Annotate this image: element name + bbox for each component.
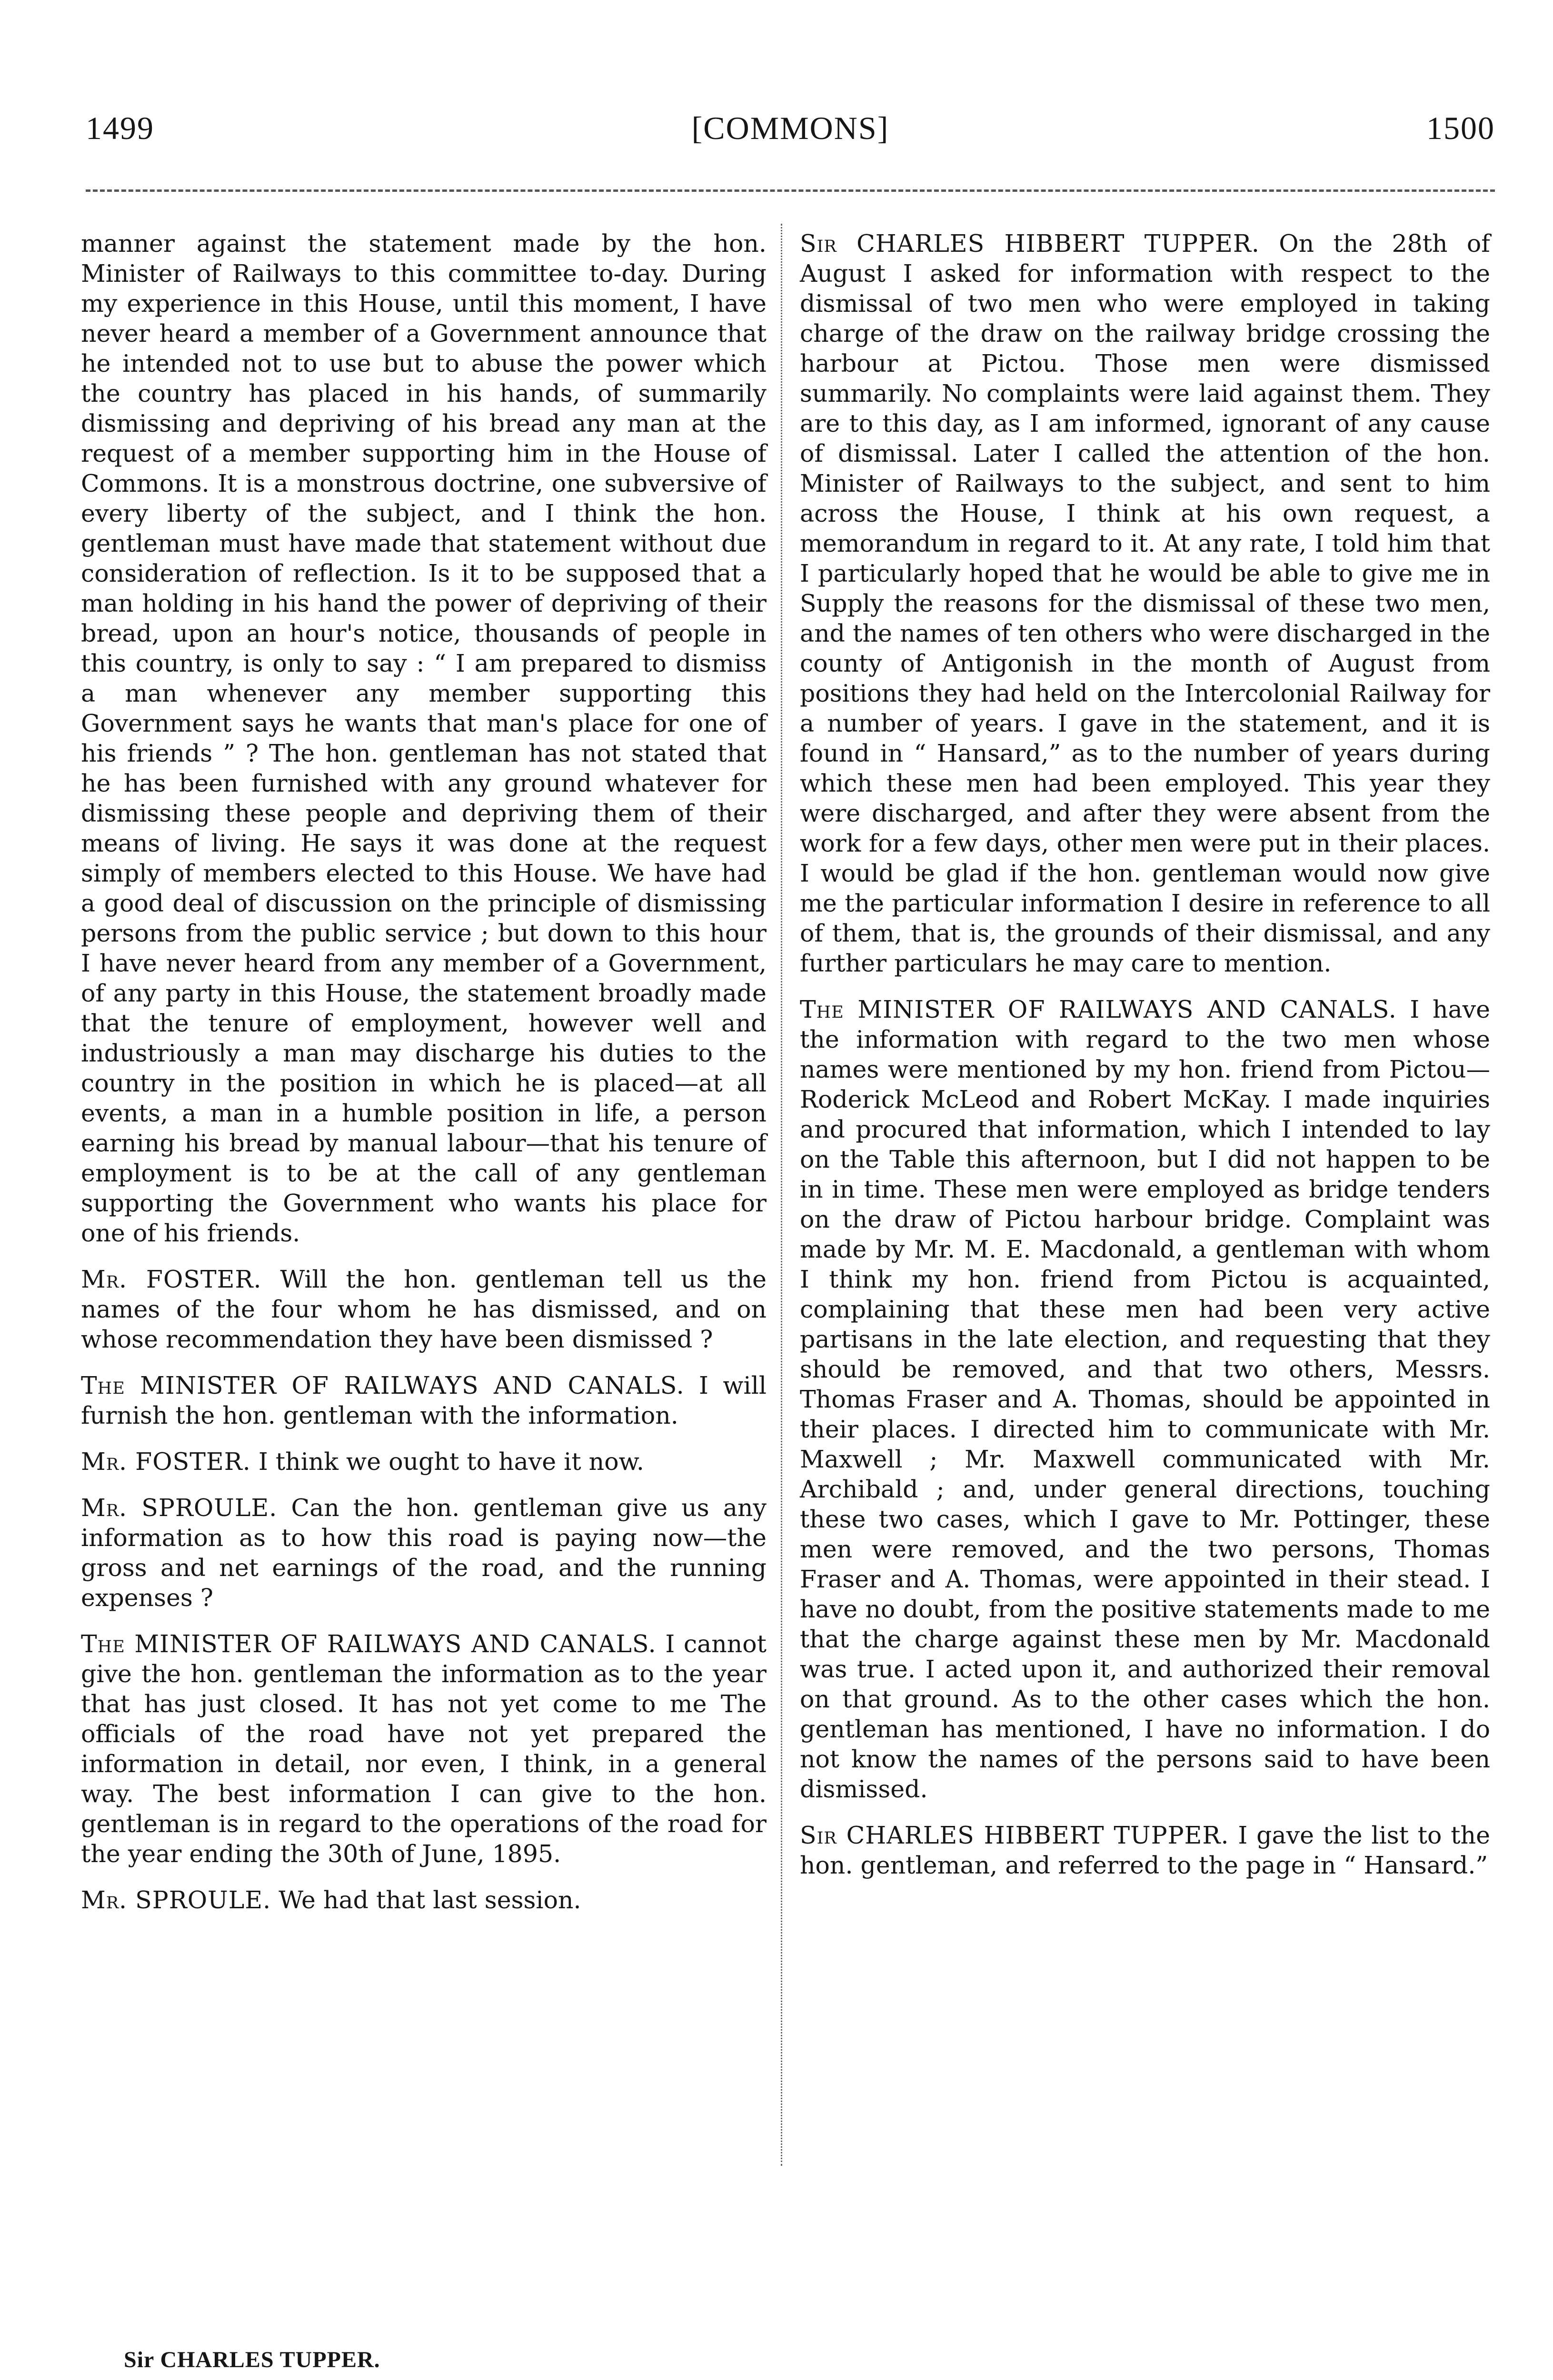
- page-title: [COMMONS]: [691, 110, 889, 146]
- paragraph: [800, 228, 1490, 978]
- paragraph-text: I cannot give the hon. gentleman the information as to the year that has just closed. It has not yet come to me The officials of the road have not yet prepared the information in detail, nor even, I think, in a general way. The best information I can give to the hon. gentleman is in regard to the operations of the road for the year ending the 30th of June, 1895.: [81, 1630, 767, 1868]
- speaker-name: The MINISTER OF RAILWAYS AND CANALS.: [800, 995, 1397, 1023]
- paragraph: [81, 1629, 767, 1869]
- speaker-name: Mr. SPROULE.: [81, 1886, 271, 1914]
- paragraph: [800, 994, 1490, 1804]
- paragraph-text: manner against the statement made by the hon. Minister of Railways to this committee to-day. During my experience in this House, until this moment, I have never heard a member of a Government announce that he intended not to use but to abuse the power which the country has placed in his hands, of summarily dismissing and depriving of his bread any man at the request of a member supporting him in the House of Commons. It is a monstrous doctrine, one subversive of every liberty of the subject, and I think the hon. gentleman must have made that statement without due consideration of reflection. Is it to be supposed that a man holding in his hand the power of depriving of their bread, upon an hour's notice, thousands of people in this country, is only to say : “ I am prepared to dismiss a man whenever any member supporting this Government says he wants that man's place for one of his friends ” ? The hon. gentleman has not stated that he has been furnished with any ground whatever for dismissing these people and depriving them of their means of living. He says it was done at the request simply of members elected to this House. We have had a good deal of discussion on the principle of dismissing persons from the public service ; but down to this hour I have never heard from any member of a Government, of any party in this House, the statement broadly made that the tenure of employment, however well and industriously a man may discharge his duties to the country in the position in which he is placed—at all events, a man in a humble position in life, a person earning his bread by manual labour—that his tenure of employment is to be at the call of any gentleman supporting the Government who wants his place for one of his friends.: [81, 229, 767, 1247]
- page-number-right: 1500: [1426, 110, 1495, 146]
- footer-speaker: Sir CHARLES TUPPER.: [124, 2347, 380, 2372]
- right-column: [800, 228, 1490, 1896]
- paragraph: [81, 1447, 767, 1477]
- speaker-name: Mr. SPROULE.: [81, 1494, 278, 1522]
- paragraph-text: I think we ought to have it now.: [258, 1448, 644, 1476]
- paragraph-text: I gave the list to the hon. gentleman, and referred to the page in “ Hansard.”: [800, 1821, 1490, 1879]
- header-rule: [86, 189, 1495, 192]
- left-column: [81, 228, 767, 1931]
- column-divider: [781, 224, 782, 2166]
- page-header: [86, 109, 1495, 157]
- paragraph: [81, 1885, 767, 1915]
- speaker-name: Sir CHARLES HIBBERT TUPPER.: [800, 1821, 1229, 1849]
- paragraph-text: I will furnish the hon. gentleman with the information.: [81, 1371, 767, 1429]
- paragraph: [800, 1820, 1490, 1880]
- paragraph-text: I have the information with regard to the two men whose names were mentioned by my hon. friend from Pictou—Roderick McLeod and Robert McKay. I made inquiries and procured that information, which I intended to lay on the Table this afternoon, but I did not happen to be in in time. These men were employed as bridge tenders on the draw of Pictou harbour bridge. Complaint was made by Mr. M. E. Macdonald, a gentleman with whom I think my hon. friend from Pictou is acquainted, complaining that these men had been very active partisans in the late election, and requesting that they should be removed, and that two others, Messrs. Thomas Fraser and A. Thomas, should be appointed in their places. I directed him to communicate with Mr. Maxwell ; Mr. Maxwell communicated with Mr. Archibald ; and, under general directions, touching these two cases, which I gave to Mr. Pottinger, these men were removed, and the two persons, Thomas Fraser and A. Thomas, were appointed in their stead. I have no doubt, from the positive statements made to me that the charge against these men by Mr. Macdonald was true. I acted upon it, and authorized their removal on that ground. As to the other cases which the hon. gentleman has mentioned, I have no information. I do not know the names of the persons said to have been dismissed.: [800, 995, 1490, 1803]
- paragraph-text: Will the hon. gentleman tell us the names of the four whom he has dismissed, and on whose recommendation they have been dismissed ?: [81, 1265, 767, 1353]
- speaker-name: Mr. FOSTER.: [81, 1448, 251, 1476]
- paragraph-text: We had that last session.: [279, 1886, 581, 1914]
- speaker-name: Sir CHARLES HIBBERT TUPPER.: [800, 229, 1260, 258]
- paragraph: [81, 1264, 767, 1354]
- paragraph: [81, 1370, 767, 1430]
- speaker-name: The MINISTER OF RAILWAYS AND CANALS.: [81, 1630, 657, 1658]
- paragraph-text: On the 28th of August I asked for information with respect to the dismissal of two men who were employed in taking charge of the draw on the railway bridge crossing the harbour at Pictou. Those men were dismissed summarily. No complaints were laid against them. They are to this day, as I am informed, ignorant of any cause of dismissal. Later I called the attention of the hon. Minister of Railways to the subject, and sent to him across the House, I think at his own request, a memorandum in regard to it. At any rate, I told him that I particularly hoped that he would be able to give me in Supply the reasons for the dismissal of these two men, and the names of ten others who were discharged in the county of Antigonish in the month of August from positions they had held on the Intercolonial Railway for a number of years. I gave in the statement, and it is found in “ Hansard,” as to the number of years during which these men had been employed. This year they were discharged, and after they were absent from the work for a few days, other men were put in their places. I would be glad if the hon. gentleman would now give me the particular information I desire in reference to all of them, that is, the grounds of their dismissal, and any further particulars he may care to mention.: [800, 229, 1490, 977]
- paragraph: [81, 1493, 767, 1613]
- paragraph: [81, 228, 767, 1248]
- paragraph-text: Can the hon. gentleman give us any information as to how this road is paying now—the gross and net earnings of the road, and the running expenses ?: [81, 1494, 767, 1612]
- speaker-name: The MINISTER OF RAILWAYS AND CANALS.: [81, 1371, 685, 1399]
- page-number-left: 1499: [86, 110, 154, 146]
- speaker-name: Mr. FOSTER.: [81, 1265, 262, 1293]
